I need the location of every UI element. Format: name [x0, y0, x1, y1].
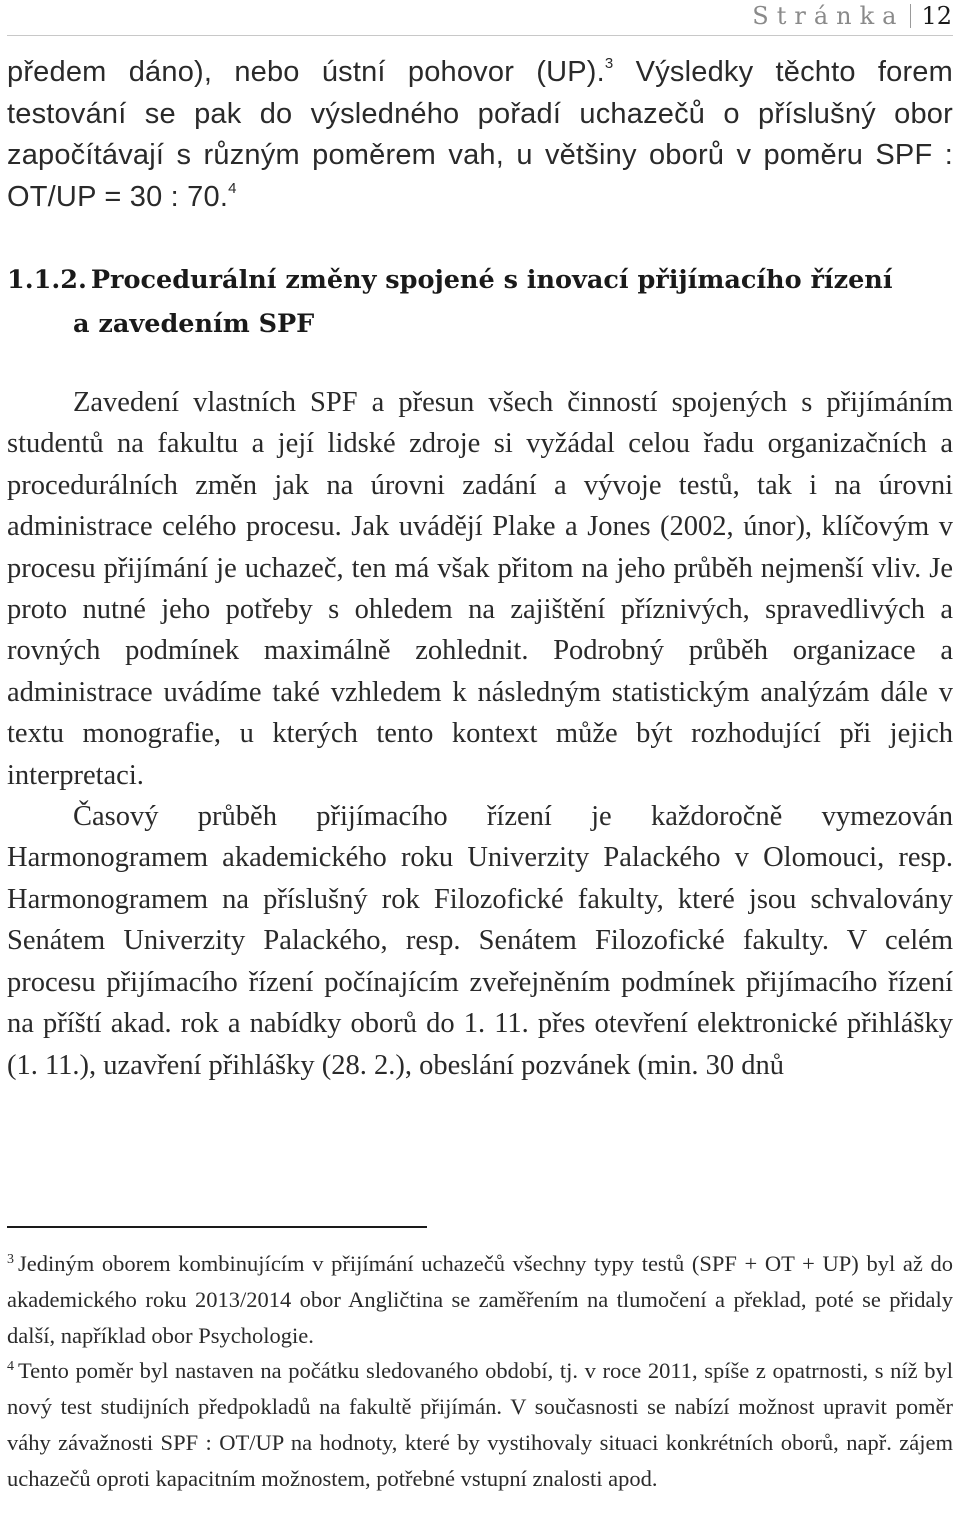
footnote-3-text: Jediným oborem kombinujícím v přijímání uchazečů všechny typy testů (SPF + OT + UP) byl až do akademického roku 2013/2014 obor Angličtina se zaměřením na tlumočení a překlad, poté se přidaly další, například obor Psychologie.	[7, 1251, 953, 1348]
section-heading	[7, 258, 953, 346]
footnote-ref-3[interactable]: 3	[604, 55, 614, 72]
section-number: 1.1.2.	[7, 265, 87, 295]
footnote-ref-4[interactable]: 4	[228, 179, 237, 197]
header-separator	[910, 4, 911, 28]
header-label: Stránka	[752, 2, 905, 30]
header-rule	[7, 35, 953, 36]
section-title-line1: Procedurální změny spojené s inovací přijímacího řízení	[90, 265, 893, 295]
intro-text-a: předem dáno), nebo ústní pohovor (UP).	[7, 56, 605, 88]
body-text	[7, 382, 953, 1086]
body-paragraph-1: Zavedení vlastních SPF a přesun všech činností spojených s přijímáním studentů na fakultu a její lidské zdroje si vyžádal celou řadu organizačních a procedurálních změn jak na úrovni zadání a vývoje testů, tak i na úrovni administrace celého procesu. Jak uvádějí Plake a Jones (2002, únor), klíčovým v procesu přijímání je uchazeč, ten má však přitom na jeho průběh nejmenší vliv. Je proto nutné jeho potřeby s ohledem na zajištění příznivých, spravedlivých a rovných podmínek maximálně zohlednit. Podrobný průběh organizace a administrace uvádíme také vzhledem k následným statistickým analýzám dále v textu monografie, u kterých tento kontext může být rozhodující při jejich interpretaci.	[7, 387, 953, 791]
page-number: 12	[921, 2, 952, 30]
footnote-marker-4: 4	[7, 1359, 14, 1375]
intro-text-b: Výsledky těchto forem testování se pak do výsledného pořadí uchazečů o příslušný obor započítávají s různým poměrem vah, u většiny oborů v poměru SPF : OT/UP = 30 : 70.	[7, 56, 953, 213]
body-paragraph-2: Časový průběh přijímacího řízení je každoročně vymezován Harmonogramem akademického roku Univerzity Palackého v Olomouci, resp. Harmonogramem na příslušný rok Filozofické fakulty, které jsou schvalovány Senátem Univerzity Palackého, resp. Senátem Filozofické fakulty. V celém procesu přijímacího řízení počínajícím zveřejněním podmínek přijímacího řízení na příští akad. rok a nabídky oborů do 1. 11. přes otevření elektronické přihlášky (1. 11.), uzavření přihlášky (28. 2.), obeslání pozvánek (min. 30 dnů	[7, 801, 953, 1081]
section-title-line2: a zavedením SPF	[73, 309, 315, 339]
footnote-4	[7, 1353, 953, 1496]
footnote-3	[7, 1246, 953, 1353]
footnotes	[7, 1246, 953, 1497]
footnote-marker-3: 3	[7, 1252, 14, 1267]
footnote-4-text: Tento poměr byl nastaven na počátku sledovaného období, tj. v roce 2011, spíše z opatrnosti, s níž byl nový test studijních předpokladů na fakultě přijímán. V současnosti se nabízí možnost upravit poměr váhy závažnosti SPF : OT/UP na hodnoty, které by vystihovaly situaci konkrétních oborů, např. zájem uchazečů oproti kapacitním možnostem, potřebné vstupní znalosti apod.	[7, 1358, 953, 1491]
intro-paragraph	[7, 52, 953, 218]
footnote-separator	[7, 1226, 427, 1228]
page-header	[752, 0, 952, 32]
